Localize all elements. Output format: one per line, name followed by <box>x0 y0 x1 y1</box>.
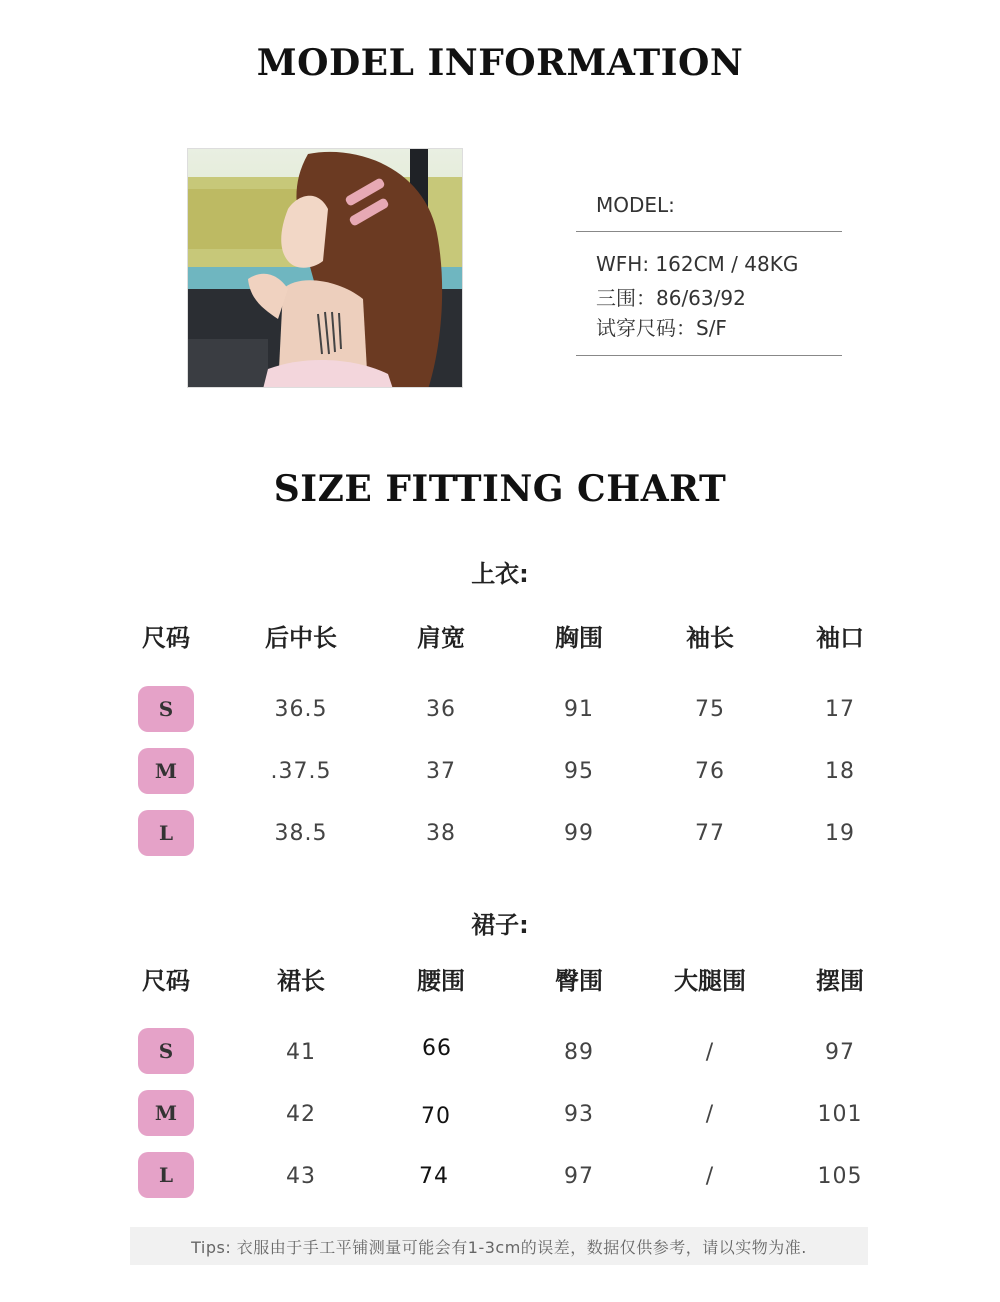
skirt-cell: 105 <box>817 1164 863 1189</box>
size-badge-s: S <box>138 686 194 732</box>
model-information-title: MODEL INFORMATION <box>256 42 744 84</box>
skirt-cell: 74 <box>419 1164 449 1189</box>
top-header-back-length: 后中长 <box>265 624 337 652</box>
skirt-cell: 97 <box>564 1164 594 1189</box>
skirt-header-size: 尺码 <box>142 967 190 995</box>
top-cell: 76 <box>695 759 725 784</box>
top-cell: 19 <box>825 821 855 846</box>
top-cell: 75 <box>695 697 725 722</box>
top-cell: 38 <box>426 821 456 846</box>
top-header-bust: 胸围 <box>555 624 603 652</box>
top-cell: 37 <box>426 759 456 784</box>
size-badge-m: M <box>138 1090 194 1136</box>
top-cell: 36 <box>426 697 456 722</box>
skirt-cell: 101 <box>817 1102 863 1127</box>
top-cell: 18 <box>825 759 855 784</box>
model-photo <box>187 148 463 388</box>
top-section-label: 上衣: <box>471 560 529 588</box>
skirt-cell: 97 <box>825 1040 855 1065</box>
model-fit-size: 试穿尺码：S/F <box>596 316 727 340</box>
skirt-header-length: 裙长 <box>277 967 325 995</box>
model-measurements: 三围：86/63/92 <box>596 286 746 310</box>
skirt-cell: 89 <box>564 1040 594 1065</box>
size-chart-title: SIZE FITTING CHART <box>273 468 727 510</box>
skirt-cell: / <box>705 1164 715 1189</box>
size-badge-l: L <box>138 810 194 856</box>
skirt-cell: 70 <box>421 1104 451 1129</box>
skirt-header-hip: 臀围 <box>555 967 603 995</box>
divider <box>576 231 842 232</box>
size-badge-s: S <box>138 1028 194 1074</box>
top-cell: 17 <box>825 697 855 722</box>
top-header-sleeve-length: 袖长 <box>686 624 734 652</box>
skirt-section-label: 裙子: <box>471 911 529 939</box>
top-cell: .37.5 <box>270 759 332 784</box>
top-cell: 36.5 <box>274 697 328 722</box>
top-cell: 77 <box>695 821 725 846</box>
top-header-size: 尺码 <box>142 624 190 652</box>
tips-note: Tips: 衣服由于手工平铺测量可能会有1-3cm的误差，数据仅供参考，请以实物为准. <box>130 1227 868 1265</box>
skirt-cell: 66 <box>422 1036 452 1061</box>
skirt-header-hem: 摆围 <box>816 967 864 995</box>
skirt-cell: 93 <box>564 1102 594 1127</box>
skirt-header-waist: 腰围 <box>417 967 465 995</box>
top-header-cuff: 袖口 <box>816 624 864 652</box>
skirt-cell: 41 <box>286 1040 316 1065</box>
model-label: MODEL: <box>596 193 675 217</box>
skirt-cell: / <box>705 1102 715 1127</box>
divider <box>576 355 842 356</box>
top-cell: 38.5 <box>274 821 328 846</box>
top-cell: 95 <box>564 759 594 784</box>
size-badge-m: M <box>138 748 194 794</box>
size-badge-l: L <box>138 1152 194 1198</box>
top-cell: 99 <box>564 821 594 846</box>
skirt-cell: 43 <box>286 1164 316 1189</box>
skirt-cell: 42 <box>286 1102 316 1127</box>
top-cell: 91 <box>564 697 594 722</box>
top-header-shoulder: 肩宽 <box>417 624 465 652</box>
skirt-cell: / <box>705 1040 715 1065</box>
model-wfh: WFH: 162CM / 48KG <box>596 252 799 276</box>
skirt-header-thigh: 大腿围 <box>674 967 746 995</box>
